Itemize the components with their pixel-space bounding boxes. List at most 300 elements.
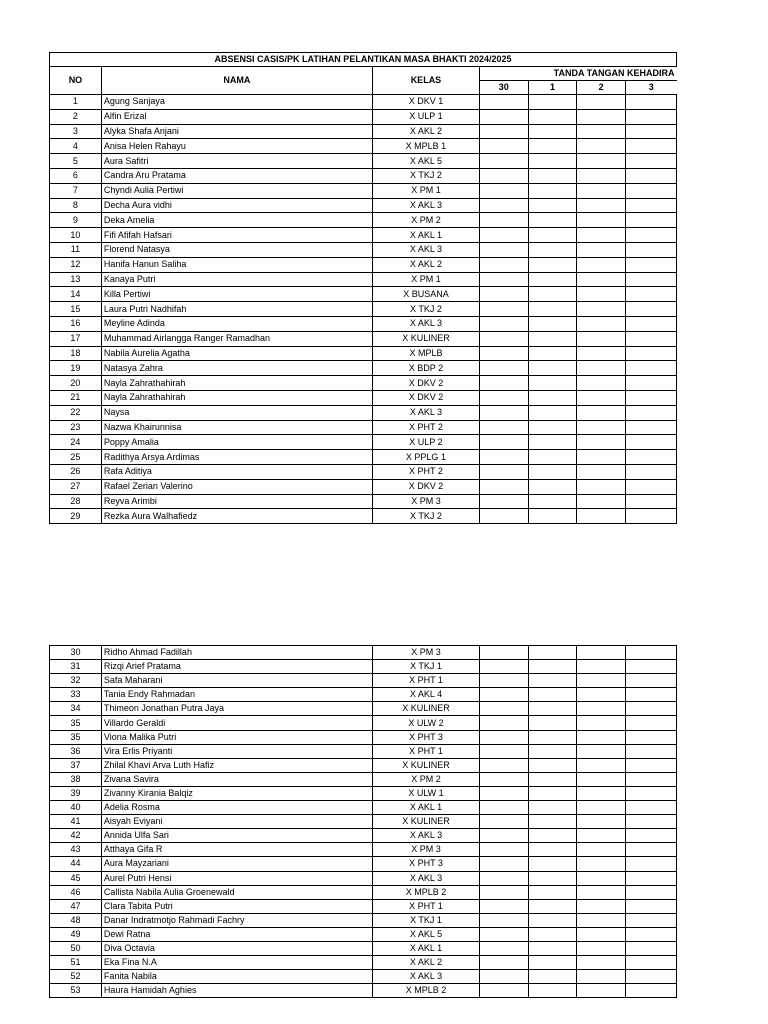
row-kelas: X AKL 1 <box>372 228 479 243</box>
signature-cell[interactable] <box>528 885 577 899</box>
signature-cell[interactable] <box>528 154 577 169</box>
signature-cell[interactable] <box>479 716 528 730</box>
signature-cell[interactable] <box>577 124 626 139</box>
signature-cell[interactable] <box>626 331 677 346</box>
signature-cell[interactable] <box>577 956 626 970</box>
signature-cell[interactable] <box>479 970 528 984</box>
table-row <box>50 435 677 450</box>
signature-cell[interactable] <box>479 361 528 376</box>
table-row <box>50 420 677 435</box>
signature-cell[interactable] <box>479 95 528 110</box>
row-nama: Aura Safitri <box>101 154 372 169</box>
signature-cell[interactable] <box>479 450 528 465</box>
signature-cell[interactable] <box>528 702 577 716</box>
signature-cell[interactable] <box>577 139 626 154</box>
signature-cell[interactable] <box>528 956 577 970</box>
table-row <box>50 772 677 786</box>
signature-cell[interactable] <box>577 464 626 479</box>
signature-cell[interactable] <box>528 272 577 287</box>
signature-cell[interactable] <box>626 786 677 800</box>
signature-cell[interactable] <box>528 744 577 758</box>
signature-cell[interactable] <box>577 674 626 688</box>
row-no: 51 <box>50 956 102 970</box>
row-no: 33 <box>50 688 102 702</box>
signature-cell[interactable] <box>577 843 626 857</box>
signature-cell[interactable] <box>577 744 626 758</box>
row-nama: Agung Sanjaya <box>101 95 372 110</box>
signature-cell[interactable] <box>626 660 677 674</box>
signature-cell[interactable] <box>479 464 528 479</box>
signature-cell[interactable] <box>626 927 677 941</box>
table-row <box>50 744 677 758</box>
signature-cell[interactable] <box>626 716 677 730</box>
signature-cell[interactable] <box>577 257 626 272</box>
row-no: 4 <box>50 139 102 154</box>
signature-cell[interactable] <box>528 899 577 913</box>
signature-cell[interactable] <box>626 494 677 509</box>
signature-cell[interactable] <box>626 435 677 450</box>
signature-cell[interactable] <box>528 941 577 955</box>
row-nama: Laura Putri Nadhifah <box>101 302 372 317</box>
signature-cell[interactable] <box>577 857 626 871</box>
signature-cell[interactable] <box>528 688 577 702</box>
signature-cell[interactable] <box>577 361 626 376</box>
table-row <box>50 885 677 899</box>
row-nama: Alyka Shafa Anjani <box>101 124 372 139</box>
signature-cell[interactable] <box>479 376 528 391</box>
row-kelas: X AKL 3 <box>373 871 480 885</box>
signature-cell[interactable] <box>479 744 528 758</box>
signature-cell[interactable] <box>626 198 677 213</box>
signature-cell[interactable] <box>577 885 626 899</box>
signature-cell[interactable] <box>626 257 677 272</box>
row-kelas: X PM 1 <box>372 272 479 287</box>
table-row <box>50 316 677 331</box>
signature-cell[interactable] <box>479 941 528 955</box>
row-no: 37 <box>50 758 102 772</box>
signature-cell[interactable] <box>626 857 677 871</box>
row-no: 53 <box>50 984 102 998</box>
signature-cell[interactable] <box>528 420 577 435</box>
row-kelas: X AKL 2 <box>372 124 479 139</box>
signature-cell[interactable] <box>577 287 626 302</box>
row-nama: Vira Erlis Priyanti <box>101 744 372 758</box>
signature-cell[interactable] <box>479 405 528 420</box>
signature-cell[interactable] <box>479 124 528 139</box>
signature-cell[interactable] <box>528 242 577 257</box>
signature-cell[interactable] <box>528 786 577 800</box>
row-no: 6 <box>50 168 102 183</box>
signature-cell[interactable] <box>528 927 577 941</box>
signature-cell[interactable] <box>528 213 577 228</box>
row-kelas: X MPLB <box>372 346 479 361</box>
table-row <box>50 702 677 716</box>
signature-cell[interactable] <box>577 716 626 730</box>
signature-cell[interactable] <box>577 829 626 843</box>
signature-cell[interactable] <box>577 390 626 405</box>
signature-cell[interactable] <box>479 702 528 716</box>
row-no: 50 <box>50 941 102 955</box>
signature-cell[interactable] <box>577 435 626 450</box>
row-no: 41 <box>50 815 102 829</box>
signature-cell[interactable] <box>528 758 577 772</box>
signature-cell[interactable] <box>528 479 577 494</box>
signature-cell[interactable] <box>577 420 626 435</box>
signature-cell[interactable] <box>577 450 626 465</box>
signature-cell[interactable] <box>479 228 528 243</box>
signature-cell[interactable] <box>528 509 577 524</box>
signature-cell[interactable] <box>577 376 626 391</box>
row-kelas: X PM 3 <box>372 494 479 509</box>
row-no: 27 <box>50 479 102 494</box>
signature-cell[interactable] <box>577 927 626 941</box>
row-kelas: X ULW 2 <box>373 716 480 730</box>
row-kelas: X DKV 2 <box>372 376 479 391</box>
signature-cell[interactable] <box>626 287 677 302</box>
signature-cell[interactable] <box>528 405 577 420</box>
signature-cell[interactable] <box>479 316 528 331</box>
row-kelas: X AKL 5 <box>372 154 479 169</box>
row-nama: Adelia Rosma <box>101 801 372 815</box>
row-nama: Nabila Aurelia Agatha <box>101 346 372 361</box>
signature-cell[interactable] <box>577 228 626 243</box>
row-nama: Villardo Geraldi <box>101 716 372 730</box>
row-nama: Meyline Adinda <box>101 316 372 331</box>
signature-cell[interactable] <box>577 154 626 169</box>
signature-cell[interactable] <box>626 509 677 524</box>
signature-cell[interactable] <box>626 139 677 154</box>
table-row <box>50 479 677 494</box>
signature-cell[interactable] <box>479 815 528 829</box>
row-nama: Zhilal Khavi Arva Luth Hafiz <box>101 758 372 772</box>
row-no: 40 <box>50 801 102 815</box>
signature-cell[interactable] <box>479 139 528 154</box>
signature-cell[interactable] <box>577 801 626 815</box>
row-kelas: X PHT 1 <box>373 744 480 758</box>
signature-cell[interactable] <box>528 772 577 786</box>
signature-cell[interactable] <box>626 95 677 110</box>
signature-cell[interactable] <box>479 420 528 435</box>
row-no: 9 <box>50 213 102 228</box>
signature-cell[interactable] <box>626 702 677 716</box>
signature-cell[interactable] <box>626 758 677 772</box>
signature-cell[interactable] <box>528 346 577 361</box>
signature-cell[interactable] <box>577 509 626 524</box>
row-nama: Rafael Zerian Valerino <box>101 479 372 494</box>
signature-cell[interactable] <box>577 183 626 198</box>
row-nama: Deka Amelia <box>101 213 372 228</box>
signature-cell[interactable] <box>577 941 626 955</box>
signature-cell[interactable] <box>528 361 577 376</box>
signature-cell[interactable] <box>479 494 528 509</box>
signature-cell[interactable] <box>626 183 677 198</box>
signature-cell[interactable] <box>479 758 528 772</box>
row-kelas: X AKL 4 <box>373 688 480 702</box>
signature-cell[interactable] <box>626 464 677 479</box>
signature-cell[interactable] <box>528 139 577 154</box>
signature-cell[interactable] <box>479 857 528 871</box>
row-kelas: X TKJ 1 <box>373 660 480 674</box>
row-nama: Nayla Zahrathahirah <box>101 390 372 405</box>
row-nama: Naysa <box>101 405 372 420</box>
signature-cell[interactable] <box>626 646 677 660</box>
signature-cell[interactable] <box>626 885 677 899</box>
signature-cell[interactable] <box>528 913 577 927</box>
header-day-30: 30 <box>479 81 528 95</box>
signature-cell[interactable] <box>626 815 677 829</box>
row-nama: Fanita Nabila <box>101 970 372 984</box>
signature-cell[interactable] <box>577 494 626 509</box>
signature-cell[interactable] <box>626 984 677 998</box>
signature-cell[interactable] <box>528 494 577 509</box>
table-row <box>50 272 677 287</box>
signature-cell[interactable] <box>479 287 528 302</box>
table-row <box>50 376 677 391</box>
row-no: 7 <box>50 183 102 198</box>
table-row <box>50 302 677 317</box>
sheet-title: ABSENSI CASIS/PK LATIHAN PELANTIKAN MASA BHAKTI 2024/2025 <box>50 53 677 67</box>
signature-cell[interactable] <box>577 168 626 183</box>
table-row <box>50 984 677 998</box>
row-nama: Florend Natasya <box>101 242 372 257</box>
row-no: 18 <box>50 346 102 361</box>
signature-cell[interactable] <box>528 95 577 110</box>
row-kelas: X KULINER <box>373 815 480 829</box>
row-kelas: X AKL 2 <box>373 956 480 970</box>
signature-cell[interactable] <box>626 871 677 885</box>
signature-cell[interactable] <box>626 941 677 955</box>
signature-cell[interactable] <box>626 390 677 405</box>
signature-cell[interactable] <box>577 213 626 228</box>
signature-cell[interactable] <box>577 302 626 317</box>
signature-cell[interactable] <box>528 376 577 391</box>
row-kelas: X AKL 3 <box>372 242 479 257</box>
signature-cell[interactable] <box>479 801 528 815</box>
row-nama: Clara Tabita Putri <box>101 899 372 913</box>
signature-cell[interactable] <box>626 843 677 857</box>
signature-cell[interactable] <box>626 124 677 139</box>
signature-cell[interactable] <box>577 984 626 998</box>
signature-cell[interactable] <box>528 450 577 465</box>
signature-cell[interactable] <box>577 815 626 829</box>
signature-cell[interactable] <box>626 168 677 183</box>
signature-cell[interactable] <box>479 674 528 688</box>
signature-cell[interactable] <box>479 198 528 213</box>
signature-cell[interactable] <box>577 702 626 716</box>
signature-cell[interactable] <box>626 346 677 361</box>
signature-cell[interactable] <box>626 970 677 984</box>
signature-cell[interactable] <box>528 228 577 243</box>
signature-cell[interactable] <box>577 688 626 702</box>
signature-cell[interactable] <box>528 109 577 124</box>
signature-cell[interactable] <box>479 885 528 899</box>
signature-cell[interactable] <box>479 829 528 843</box>
signature-cell[interactable] <box>528 871 577 885</box>
signature-cell[interactable] <box>626 899 677 913</box>
signature-cell[interactable] <box>626 801 677 815</box>
signature-cell[interactable] <box>479 302 528 317</box>
signature-cell[interactable] <box>577 405 626 420</box>
row-kelas: X PM 3 <box>373 843 480 857</box>
signature-cell[interactable] <box>479 435 528 450</box>
signature-cell[interactable] <box>577 660 626 674</box>
row-no: 3 <box>50 124 102 139</box>
row-kelas: X ULP 1 <box>372 109 479 124</box>
signature-cell[interactable] <box>626 674 677 688</box>
signature-cell[interactable] <box>528 257 577 272</box>
row-no: 44 <box>50 857 102 871</box>
signature-cell[interactable] <box>528 815 577 829</box>
signature-cell[interactable] <box>626 228 677 243</box>
signature-cell[interactable] <box>528 829 577 843</box>
signature-cell[interactable] <box>626 316 677 331</box>
signature-cell[interactable] <box>528 730 577 744</box>
signature-cell[interactable] <box>626 688 677 702</box>
signature-cell[interactable] <box>479 871 528 885</box>
signature-cell[interactable] <box>528 984 577 998</box>
signature-cell[interactable] <box>626 242 677 257</box>
signature-cell[interactable] <box>479 242 528 257</box>
signature-cell[interactable] <box>528 183 577 198</box>
row-kelas: X TKJ 1 <box>373 913 480 927</box>
signature-cell[interactable] <box>577 646 626 660</box>
signature-cell[interactable] <box>528 801 577 815</box>
signature-cell[interactable] <box>626 450 677 465</box>
row-no: 34 <box>50 702 102 716</box>
row-no: 31 <box>50 660 102 674</box>
row-kelas: X AKL 3 <box>373 970 480 984</box>
signature-cell[interactable] <box>577 913 626 927</box>
signature-cell[interactable] <box>626 405 677 420</box>
signature-cell[interactable] <box>626 913 677 927</box>
signature-cell[interactable] <box>479 109 528 124</box>
signature-cell[interactable] <box>577 95 626 110</box>
signature-cell[interactable] <box>577 970 626 984</box>
row-kelas: X AKL 5 <box>373 927 480 941</box>
signature-cell[interactable] <box>577 899 626 913</box>
signature-cell[interactable] <box>528 660 577 674</box>
signature-cell[interactable] <box>479 390 528 405</box>
signature-cell[interactable] <box>626 154 677 169</box>
signature-cell[interactable] <box>626 420 677 435</box>
row-no: 47 <box>50 899 102 913</box>
signature-cell[interactable] <box>479 346 528 361</box>
signature-cell[interactable] <box>479 984 528 998</box>
signature-cell[interactable] <box>577 871 626 885</box>
signature-cell[interactable] <box>528 302 577 317</box>
signature-cell[interactable] <box>528 716 577 730</box>
signature-cell[interactable] <box>479 660 528 674</box>
signature-cell[interactable] <box>626 272 677 287</box>
signature-cell[interactable] <box>479 272 528 287</box>
signature-cell[interactable] <box>479 154 528 169</box>
signature-cell[interactable] <box>528 843 577 857</box>
signature-cell[interactable] <box>528 970 577 984</box>
signature-cell[interactable] <box>626 956 677 970</box>
signature-cell[interactable] <box>626 744 677 758</box>
signature-cell[interactable] <box>577 272 626 287</box>
row-nama: Hanifa Hanun Saliha <box>101 257 372 272</box>
row-kelas: X PHT 2 <box>372 464 479 479</box>
signature-cell[interactable] <box>479 183 528 198</box>
row-nama: Danar Indratmotjo Rahmadi Fachry <box>101 913 372 927</box>
signature-cell[interactable] <box>626 213 677 228</box>
signature-cell[interactable] <box>626 772 677 786</box>
table-row <box>50 660 677 674</box>
signature-cell[interactable] <box>479 956 528 970</box>
signature-cell[interactable] <box>479 257 528 272</box>
signature-cell[interactable] <box>479 730 528 744</box>
row-kelas: X PM 3 <box>373 646 480 660</box>
signature-cell[interactable] <box>577 331 626 346</box>
signature-cell[interactable] <box>528 124 577 139</box>
attendance-table-2 <box>49 645 677 998</box>
signature-cell[interactable] <box>528 464 577 479</box>
row-nama: Poppy Amalia <box>101 435 372 450</box>
signature-cell[interactable] <box>577 730 626 744</box>
signature-cell[interactable] <box>479 772 528 786</box>
signature-cell[interactable] <box>479 899 528 913</box>
signature-cell[interactable] <box>626 109 677 124</box>
signature-cell[interactable] <box>528 435 577 450</box>
signature-cell[interactable] <box>528 390 577 405</box>
signature-cell[interactable] <box>626 376 677 391</box>
table-row <box>50 927 677 941</box>
signature-cell[interactable] <box>528 316 577 331</box>
signature-cell[interactable] <box>626 479 677 494</box>
signature-cell[interactable] <box>479 913 528 927</box>
signature-cell[interactable] <box>577 198 626 213</box>
signature-cell[interactable] <box>528 287 577 302</box>
signature-cell[interactable] <box>479 843 528 857</box>
signature-cell[interactable] <box>577 758 626 772</box>
signature-cell[interactable] <box>479 688 528 702</box>
signature-cell[interactable] <box>479 927 528 941</box>
row-nama: Eka Fina N.A <box>101 956 372 970</box>
signature-cell[interactable] <box>479 213 528 228</box>
signature-cell[interactable] <box>577 479 626 494</box>
signature-cell[interactable] <box>479 168 528 183</box>
signature-cell[interactable] <box>528 674 577 688</box>
signature-cell[interactable] <box>528 198 577 213</box>
header-nama: NAMA <box>101 67 372 95</box>
signature-cell[interactable] <box>577 786 626 800</box>
signature-cell[interactable] <box>626 829 677 843</box>
row-no: 19 <box>50 361 102 376</box>
row-nama: Rafa Aditiya <box>101 464 372 479</box>
signature-cell[interactable] <box>528 646 577 660</box>
signature-cell[interactable] <box>479 509 528 524</box>
table-row <box>50 786 677 800</box>
signature-cell[interactable] <box>528 331 577 346</box>
signature-cell[interactable] <box>577 772 626 786</box>
signature-cell[interactable] <box>479 479 528 494</box>
table-row <box>50 646 677 660</box>
signature-cell[interactable] <box>528 168 577 183</box>
signature-cell[interactable] <box>577 242 626 257</box>
signature-cell[interactable] <box>479 331 528 346</box>
signature-cell[interactable] <box>626 361 677 376</box>
signature-cell[interactable] <box>626 302 677 317</box>
signature-cell[interactable] <box>626 730 677 744</box>
signature-cell[interactable] <box>479 786 528 800</box>
signature-cell[interactable] <box>528 857 577 871</box>
row-no: 1 <box>50 95 102 110</box>
signature-cell[interactable] <box>479 646 528 660</box>
signature-cell[interactable] <box>577 316 626 331</box>
signature-cell[interactable] <box>577 109 626 124</box>
signature-cell[interactable] <box>577 346 626 361</box>
